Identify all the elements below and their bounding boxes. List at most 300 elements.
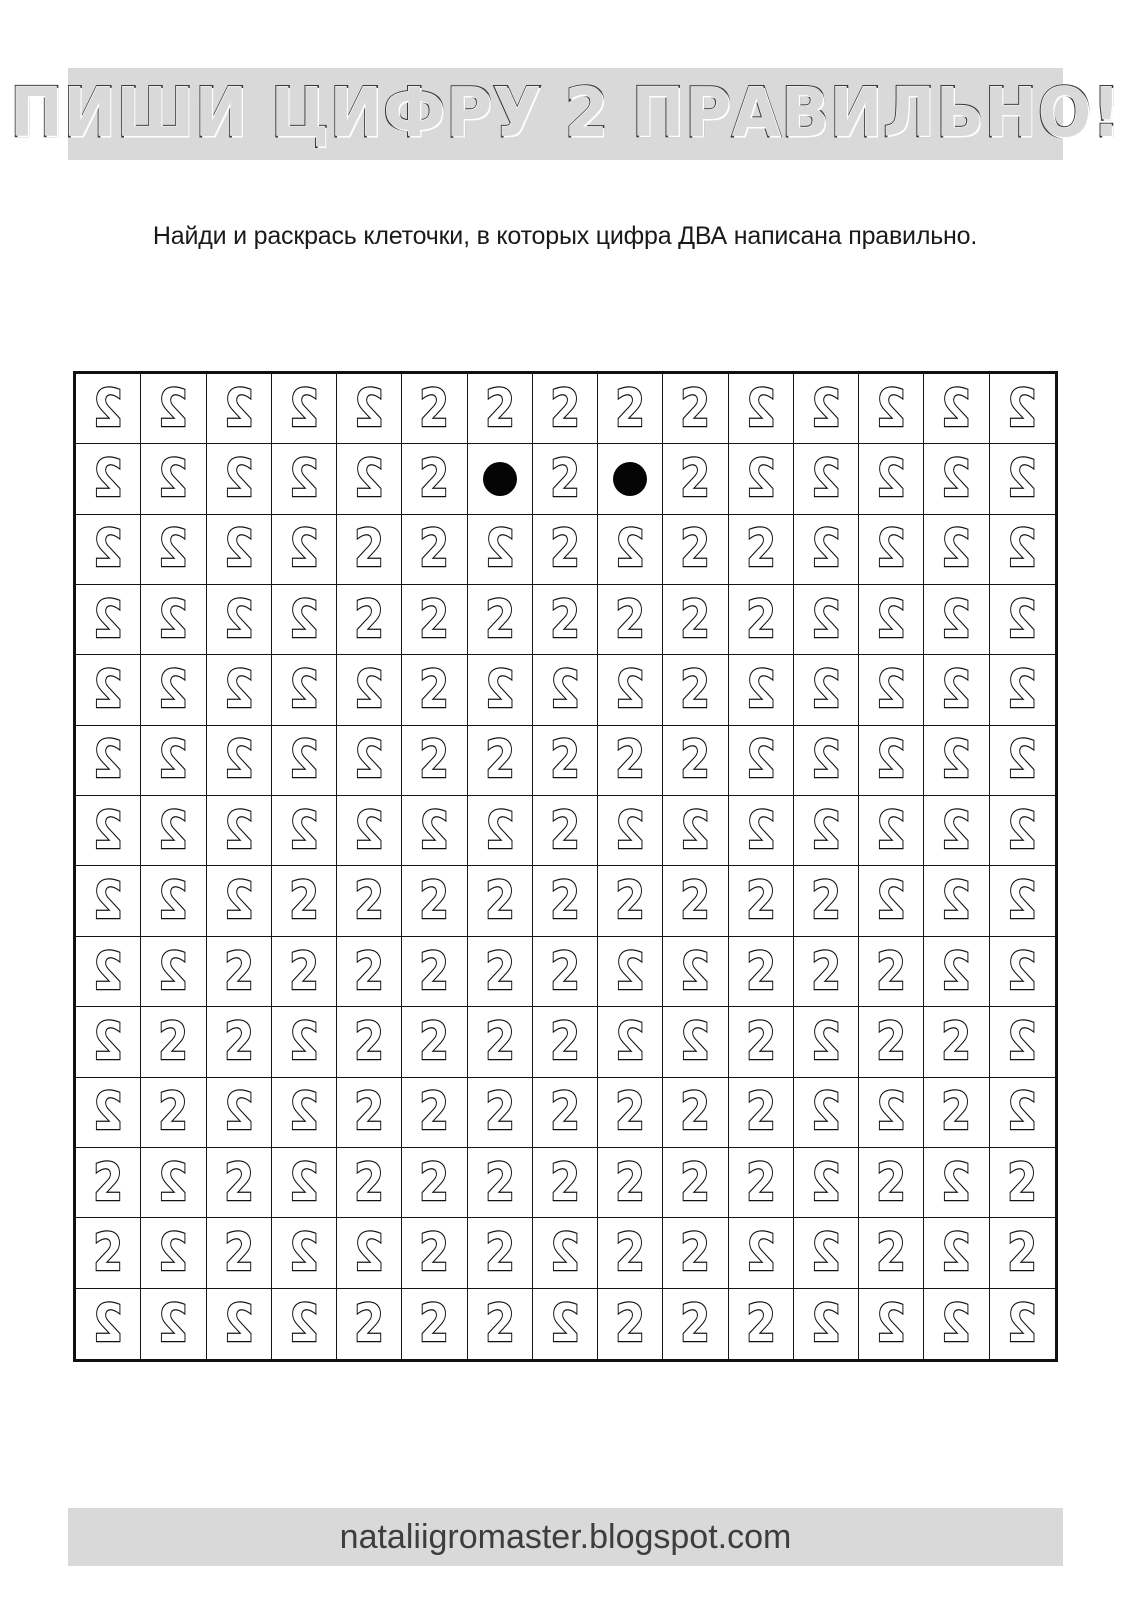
grid-cell-correct-two[interactable] bbox=[402, 444, 467, 514]
grid-cell-mirrored-two[interactable] bbox=[794, 374, 859, 444]
grid-cell-mirrored-two[interactable] bbox=[272, 444, 337, 514]
correct-two-icon: 2 bbox=[615, 1222, 646, 1283]
grid-cell-correct-two[interactable] bbox=[729, 937, 794, 1007]
worksheet-grid[interactable] bbox=[76, 374, 1055, 1359]
mirrored-two-icon: 2 bbox=[223, 1293, 254, 1354]
grid-cell-correct-two[interactable] bbox=[402, 585, 467, 655]
grid-cell-mirrored-two[interactable] bbox=[729, 726, 794, 796]
mirrored-two-icon: 2 bbox=[484, 800, 515, 861]
grid-cell-mirrored-two[interactable] bbox=[207, 726, 272, 796]
grid-cell-mirrored-two[interactable] bbox=[76, 585, 141, 655]
correct-two-icon: 2 bbox=[1007, 1222, 1038, 1283]
grid-cell-mirrored-two[interactable] bbox=[337, 374, 402, 444]
grid-cell-mirrored-two[interactable] bbox=[794, 796, 859, 866]
mirrored-two-icon: 2 bbox=[289, 800, 319, 861]
grid-cell-mirrored-two[interactable] bbox=[990, 515, 1055, 585]
grid-cell-correct-two[interactable] bbox=[76, 1218, 141, 1288]
grid-cell-mirrored-two[interactable] bbox=[272, 374, 337, 444]
correct-two-icon: 2 bbox=[550, 589, 580, 650]
grid-cell-correct-two[interactable] bbox=[794, 937, 859, 1007]
grid-cell-correct-two[interactable] bbox=[859, 937, 924, 1007]
grid-cell-mirrored-two[interactable] bbox=[924, 726, 989, 796]
grid-cell-correct-two[interactable] bbox=[76, 1148, 141, 1218]
correct-two-icon: 2 bbox=[745, 1293, 776, 1354]
grid-cell-correct-two[interactable] bbox=[402, 1148, 467, 1218]
worksheet-grid-container bbox=[73, 371, 1058, 1362]
grid-cell-mirrored-two[interactable] bbox=[272, 726, 337, 796]
grid-cell-correct-two[interactable] bbox=[598, 1148, 663, 1218]
grid-cell-mirrored-two[interactable] bbox=[990, 374, 1055, 444]
correct-two-icon: 2 bbox=[876, 1152, 907, 1213]
grid-cell-correct-two[interactable] bbox=[663, 1289, 728, 1359]
mirrored-two-icon: 2 bbox=[745, 449, 776, 510]
grid-cell-mirrored-two[interactable] bbox=[76, 726, 141, 796]
grid-cell-correct-two[interactable] bbox=[337, 515, 402, 585]
grid-cell-mirrored-two[interactable] bbox=[663, 1007, 728, 1077]
grid-cell-mirrored-two[interactable] bbox=[924, 937, 989, 1007]
grid-cell-mirrored-two[interactable] bbox=[859, 444, 924, 514]
correct-two-icon: 2 bbox=[745, 1152, 776, 1213]
grid-cell-mirrored-two[interactable] bbox=[990, 866, 1055, 936]
grid-cell-mirrored-two[interactable] bbox=[990, 655, 1055, 725]
grid-cell-correct-two[interactable] bbox=[598, 866, 663, 936]
grid-cell-correct-two[interactable] bbox=[533, 866, 598, 936]
mirrored-two-icon: 2 bbox=[158, 449, 189, 510]
grid-cell-correct-two[interactable] bbox=[598, 1078, 663, 1148]
mirrored-two-icon: 2 bbox=[289, 519, 319, 580]
grid-cell-correct-two[interactable] bbox=[663, 726, 728, 796]
correct-two-icon: 2 bbox=[680, 1082, 711, 1143]
grid-cell-mirrored-two[interactable] bbox=[859, 585, 924, 655]
grid-cell-correct-two[interactable] bbox=[402, 937, 467, 1007]
grid-cell-mirrored-two[interactable] bbox=[533, 1289, 598, 1359]
mirrored-two-icon: 2 bbox=[941, 941, 972, 1002]
grid-cell-mirrored-two[interactable] bbox=[729, 1218, 794, 1288]
grid-cell-mirrored-two[interactable] bbox=[924, 655, 989, 725]
grid-cell-correct-two[interactable] bbox=[859, 1007, 924, 1077]
mirrored-two-icon: 2 bbox=[876, 730, 907, 791]
grid-cell-correct-two[interactable] bbox=[729, 1289, 794, 1359]
grid-cell-correct-two[interactable] bbox=[663, 374, 728, 444]
grid-cell-correct-two[interactable] bbox=[468, 1218, 533, 1288]
grid-cell-correct-two[interactable] bbox=[337, 1148, 402, 1218]
mirrored-two-icon: 2 bbox=[158, 660, 189, 721]
grid-cell-mirrored-two[interactable] bbox=[207, 515, 272, 585]
grid-cell-correct-two[interactable] bbox=[207, 1218, 272, 1288]
grid-cell-correct-two[interactable] bbox=[468, 937, 533, 1007]
grid-cell-mirrored-two[interactable] bbox=[337, 796, 402, 866]
grid-cell-correct-two[interactable] bbox=[533, 585, 598, 655]
grid-cell-correct-two[interactable] bbox=[337, 1289, 402, 1359]
grid-cell-correct-two[interactable] bbox=[663, 444, 728, 514]
grid-cell-mirrored-two[interactable] bbox=[533, 655, 598, 725]
grid-cell-correct-two[interactable] bbox=[729, 1007, 794, 1077]
mirrored-two-icon: 2 bbox=[811, 1222, 841, 1283]
mirrored-two-icon: 2 bbox=[876, 449, 907, 510]
grid-cell-correct-two[interactable] bbox=[729, 866, 794, 936]
grid-cell-mirrored-two[interactable] bbox=[272, 1289, 337, 1359]
grid-cell-mirrored-two[interactable] bbox=[924, 1148, 989, 1218]
mirrored-two-icon: 2 bbox=[941, 871, 972, 932]
mirrored-two-icon: 2 bbox=[941, 378, 972, 439]
mirrored-two-icon: 2 bbox=[93, 800, 123, 861]
mirrored-two-icon: 2 bbox=[876, 589, 907, 650]
grid-cell-correct-two[interactable] bbox=[924, 1078, 989, 1148]
grid-cell-correct-two[interactable] bbox=[337, 1007, 402, 1077]
grid-cell-correct-two[interactable] bbox=[663, 585, 728, 655]
grid-cell-correct-two[interactable] bbox=[533, 726, 598, 796]
mirrored-two-icon: 2 bbox=[223, 589, 254, 650]
mirrored-two-icon: 2 bbox=[811, 449, 841, 510]
grid-cell-mirrored-two[interactable] bbox=[468, 796, 533, 866]
grid-cell-correct-two[interactable] bbox=[533, 1078, 598, 1148]
grid-cell-correct-two[interactable] bbox=[402, 1078, 467, 1148]
correct-two-icon: 2 bbox=[680, 378, 711, 439]
correct-two-icon: 2 bbox=[745, 941, 776, 1002]
mirrored-two-icon: 2 bbox=[1007, 1293, 1038, 1354]
correct-two-icon: 2 bbox=[615, 1082, 646, 1143]
grid-cell-correct-two[interactable] bbox=[663, 866, 728, 936]
mirrored-two-icon: 2 bbox=[158, 1152, 189, 1213]
grid-cell-correct-two[interactable] bbox=[207, 937, 272, 1007]
correct-two-icon: 2 bbox=[745, 1011, 776, 1072]
correct-two-icon: 2 bbox=[354, 1293, 385, 1354]
grid-cell-mirrored-two[interactable] bbox=[207, 1289, 272, 1359]
correct-two-icon: 2 bbox=[615, 730, 646, 791]
grid-cell-mirrored-two[interactable] bbox=[598, 1007, 663, 1077]
mirrored-two-icon: 2 bbox=[158, 378, 189, 439]
grid-cell-correct-two[interactable] bbox=[990, 1148, 1055, 1218]
mirrored-two-icon: 2 bbox=[876, 1293, 907, 1354]
grid-cell-mirrored-two[interactable] bbox=[794, 1078, 859, 1148]
grid-cell-correct-two[interactable] bbox=[729, 585, 794, 655]
grid-cell-mirrored-two[interactable] bbox=[207, 444, 272, 514]
correct-two-icon: 2 bbox=[354, 519, 385, 580]
correct-two-icon: 2 bbox=[876, 1011, 907, 1072]
correct-two-icon: 2 bbox=[419, 1293, 450, 1354]
grid-cell-correct-two[interactable] bbox=[468, 585, 533, 655]
grid-cell-mirrored-two[interactable] bbox=[272, 515, 337, 585]
grid-cell-correct-two[interactable] bbox=[663, 655, 728, 725]
grid-cell-mirrored-two[interactable] bbox=[794, 1289, 859, 1359]
grid-cell-correct-two[interactable] bbox=[859, 1148, 924, 1218]
grid-cell-mirrored-two[interactable] bbox=[663, 937, 728, 1007]
grid-cell-mirrored-two[interactable] bbox=[924, 796, 989, 866]
correct-two-icon: 2 bbox=[484, 589, 515, 650]
grid-cell-mirrored-two[interactable] bbox=[207, 374, 272, 444]
grid-cell-correct-two[interactable] bbox=[468, 1148, 533, 1218]
grid-cell-mirrored-two[interactable] bbox=[76, 444, 141, 514]
correct-two-icon: 2 bbox=[484, 730, 515, 791]
grid-cell-correct-two[interactable] bbox=[729, 1148, 794, 1218]
grid-cell-mirrored-two[interactable] bbox=[924, 585, 989, 655]
grid-cell-mirrored-two[interactable] bbox=[337, 444, 402, 514]
mirrored-two-icon: 2 bbox=[289, 1293, 319, 1354]
grid-cell-mirrored-two[interactable] bbox=[141, 655, 206, 725]
grid-cell-correct-two[interactable] bbox=[207, 1007, 272, 1077]
grid-cell-mirrored-two[interactable] bbox=[598, 796, 663, 866]
mirrored-two-icon: 2 bbox=[223, 871, 254, 932]
grid-cell-correct-two[interactable] bbox=[402, 866, 467, 936]
grid-cell-correct-two[interactable] bbox=[663, 515, 728, 585]
grid-cell-correct-two[interactable] bbox=[468, 866, 533, 936]
grid-cell-mirrored-two[interactable] bbox=[141, 1148, 206, 1218]
mirrored-two-icon: 2 bbox=[876, 871, 907, 932]
grid-cell-mirrored-two[interactable] bbox=[207, 655, 272, 725]
grid-cell-mirrored-two[interactable] bbox=[859, 726, 924, 796]
mirrored-two-icon: 2 bbox=[680, 941, 711, 1002]
mirrored-two-icon: 2 bbox=[158, 1293, 189, 1354]
correct-two-icon: 2 bbox=[550, 519, 580, 580]
grid-cell-correct-two[interactable] bbox=[272, 866, 337, 936]
grid-cell-correct-two[interactable] bbox=[468, 1289, 533, 1359]
grid-cell-correct-two[interactable] bbox=[533, 515, 598, 585]
grid-cell-mirrored-two[interactable] bbox=[859, 1078, 924, 1148]
mirrored-two-icon: 2 bbox=[158, 1222, 189, 1283]
grid-cell-mirrored-two[interactable] bbox=[729, 374, 794, 444]
grid-cell-mirrored-two[interactable] bbox=[207, 1078, 272, 1148]
grid-cell-correct-two[interactable] bbox=[337, 937, 402, 1007]
mirrored-two-icon: 2 bbox=[289, 660, 319, 721]
grid-cell-mirrored-two[interactable] bbox=[924, 515, 989, 585]
mirrored-two-icon: 2 bbox=[745, 730, 776, 791]
correct-two-icon: 2 bbox=[680, 449, 711, 510]
grid-cell-mirrored-two[interactable] bbox=[990, 1289, 1055, 1359]
grid-cell-mirrored-two[interactable] bbox=[533, 1218, 598, 1288]
grid-cell-correct-two[interactable] bbox=[990, 1218, 1055, 1288]
grid-cell-correct-two[interactable] bbox=[402, 374, 467, 444]
grid-cell-mirrored-two[interactable] bbox=[794, 444, 859, 514]
grid-cell-correct-two[interactable] bbox=[533, 937, 598, 1007]
correct-two-icon: 2 bbox=[419, 1011, 450, 1072]
grid-cell-mirrored-two[interactable] bbox=[859, 374, 924, 444]
grid-cell-correct-two[interactable] bbox=[598, 374, 663, 444]
grid-cell-mirrored-two[interactable] bbox=[76, 515, 141, 585]
correct-two-icon: 2 bbox=[354, 1152, 385, 1213]
mirrored-two-icon: 2 bbox=[615, 941, 646, 1002]
grid-cell-mirrored-two[interactable] bbox=[141, 374, 206, 444]
grid-cell-correct-two[interactable] bbox=[729, 1078, 794, 1148]
grid-cell-mirrored-two[interactable] bbox=[272, 1078, 337, 1148]
correct-two-icon: 2 bbox=[419, 449, 450, 510]
grid-cell-mirrored-two[interactable] bbox=[729, 444, 794, 514]
grid-cell-correct-two[interactable] bbox=[468, 726, 533, 796]
mirrored-two-icon: 2 bbox=[93, 519, 123, 580]
grid-cell-mirrored-two[interactable] bbox=[794, 726, 859, 796]
grid-cell-mirrored-two[interactable] bbox=[729, 796, 794, 866]
grid-cell-mirrored-two[interactable] bbox=[990, 585, 1055, 655]
grid-cell-mirrored-two[interactable] bbox=[859, 796, 924, 866]
grid-cell-mirrored-two[interactable] bbox=[990, 937, 1055, 1007]
grid-cell-mirrored-two[interactable] bbox=[924, 374, 989, 444]
mirrored-two-icon: 2 bbox=[93, 378, 123, 439]
grid-cell-mirrored-two[interactable] bbox=[859, 866, 924, 936]
mirrored-two-icon: 2 bbox=[158, 519, 189, 580]
grid-cell-mirrored-two[interactable] bbox=[859, 515, 924, 585]
grid-cell-mirrored-two[interactable] bbox=[990, 1007, 1055, 1077]
grid-cell-correct-two[interactable] bbox=[337, 1078, 402, 1148]
grid-cell-mirrored-two[interactable] bbox=[729, 655, 794, 725]
grid-cell-mirrored-two[interactable] bbox=[598, 515, 663, 585]
mirrored-two-icon: 2 bbox=[223, 660, 254, 721]
grid-cell-mirrored-two[interactable] bbox=[598, 937, 663, 1007]
grid-cell-mirrored-two[interactable] bbox=[924, 1218, 989, 1288]
grid-cell-mirrored-two[interactable] bbox=[468, 515, 533, 585]
grid-cell-mirrored-two[interactable] bbox=[207, 796, 272, 866]
grid-cell-mirrored-two[interactable] bbox=[794, 1218, 859, 1288]
mirrored-two-icon: 2 bbox=[811, 1082, 841, 1143]
grid-cell-mirrored-two[interactable] bbox=[272, 1148, 337, 1218]
grid-cell-correct-two[interactable] bbox=[468, 1007, 533, 1077]
grid-cell-dot[interactable] bbox=[468, 444, 533, 514]
grid-cell-correct-two[interactable] bbox=[402, 1289, 467, 1359]
grid-cell-mirrored-two[interactable] bbox=[794, 1148, 859, 1218]
grid-cell-mirrored-two[interactable] bbox=[272, 655, 337, 725]
grid-cell-correct-two[interactable] bbox=[402, 515, 467, 585]
grid-cell-correct-two[interactable] bbox=[533, 374, 598, 444]
grid-cell-mirrored-two[interactable] bbox=[337, 655, 402, 725]
footer-banner bbox=[68, 1508, 1063, 1566]
correct-two-icon: 2 bbox=[680, 589, 711, 650]
grid-cell-correct-two[interactable] bbox=[533, 1007, 598, 1077]
grid-cell-mirrored-two[interactable] bbox=[598, 655, 663, 725]
grid-cell-mirrored-two[interactable] bbox=[468, 655, 533, 725]
grid-cell-correct-two[interactable] bbox=[729, 515, 794, 585]
grid-cell-correct-two[interactable] bbox=[468, 374, 533, 444]
grid-cell-mirrored-two[interactable] bbox=[337, 726, 402, 796]
correct-two-icon: 2 bbox=[550, 1152, 580, 1213]
grid-cell-mirrored-two[interactable] bbox=[141, 1289, 206, 1359]
grid-cell-mirrored-two[interactable] bbox=[76, 374, 141, 444]
correct-two-icon: 2 bbox=[550, 1082, 580, 1143]
grid-cell-mirrored-two[interactable] bbox=[141, 937, 206, 1007]
grid-cell-correct-two[interactable] bbox=[598, 726, 663, 796]
mirrored-two-icon: 2 bbox=[93, 730, 123, 791]
grid-cell-mirrored-two[interactable] bbox=[794, 515, 859, 585]
mirrored-two-icon: 2 bbox=[941, 1293, 972, 1354]
mirrored-two-icon: 2 bbox=[745, 378, 776, 439]
grid-cell-mirrored-two[interactable] bbox=[272, 585, 337, 655]
correct-two-icon: 2 bbox=[680, 730, 711, 791]
mirrored-two-icon: 2 bbox=[745, 660, 776, 721]
correct-two-icon: 2 bbox=[550, 1011, 580, 1072]
grid-cell-mirrored-two[interactable] bbox=[272, 796, 337, 866]
grid-cell-mirrored-two[interactable] bbox=[76, 1078, 141, 1148]
grid-cell-correct-two[interactable] bbox=[533, 796, 598, 866]
grid-cell-correct-two[interactable] bbox=[337, 585, 402, 655]
grid-cell-correct-two[interactable] bbox=[141, 1007, 206, 1077]
grid-cell-correct-two[interactable] bbox=[272, 937, 337, 1007]
grid-cell-mirrored-two[interactable] bbox=[76, 655, 141, 725]
grid-cell-mirrored-two[interactable] bbox=[859, 1289, 924, 1359]
correct-two-icon: 2 bbox=[223, 941, 254, 1002]
correct-two-icon: 2 bbox=[811, 941, 841, 1002]
grid-cell-mirrored-two[interactable] bbox=[141, 726, 206, 796]
grid-cell-mirrored-two[interactable] bbox=[207, 585, 272, 655]
grid-cell-mirrored-two[interactable] bbox=[141, 866, 206, 936]
grid-cell-mirrored-two[interactable] bbox=[990, 1078, 1055, 1148]
grid-cell-mirrored-two[interactable] bbox=[990, 444, 1055, 514]
grid-cell-mirrored-two[interactable] bbox=[924, 444, 989, 514]
grid-cell-mirrored-two[interactable] bbox=[141, 585, 206, 655]
grid-cell-mirrored-two[interactable] bbox=[141, 796, 206, 866]
mirrored-two-icon: 2 bbox=[93, 871, 123, 932]
grid-cell-mirrored-two[interactable] bbox=[337, 1218, 402, 1288]
mirrored-two-icon: 2 bbox=[811, 730, 841, 791]
correct-two-icon: 2 bbox=[876, 941, 907, 1002]
grid-cell-mirrored-two[interactable] bbox=[859, 655, 924, 725]
grid-cell-correct-two[interactable] bbox=[533, 444, 598, 514]
grid-cell-mirrored-two[interactable] bbox=[76, 866, 141, 936]
grid-cell-mirrored-two[interactable] bbox=[663, 796, 728, 866]
grid-cell-mirrored-two[interactable] bbox=[76, 1007, 141, 1077]
grid-cell-mirrored-two[interactable] bbox=[76, 937, 141, 1007]
grid-cell-mirrored-two[interactable] bbox=[141, 515, 206, 585]
grid-cell-correct-two[interactable] bbox=[402, 1007, 467, 1077]
grid-cell-correct-two[interactable] bbox=[598, 585, 663, 655]
mirrored-two-icon: 2 bbox=[223, 378, 254, 439]
grid-cell-correct-two[interactable] bbox=[663, 1218, 728, 1288]
grid-cell-mirrored-two[interactable] bbox=[794, 585, 859, 655]
grid-cell-mirrored-two[interactable] bbox=[924, 1289, 989, 1359]
correct-two-icon: 2 bbox=[484, 941, 515, 1002]
grid-cell-correct-two[interactable] bbox=[663, 1148, 728, 1218]
grid-cell-correct-two[interactable] bbox=[598, 1289, 663, 1359]
filled-dot-icon bbox=[483, 462, 517, 496]
grid-cell-correct-two[interactable] bbox=[663, 1078, 728, 1148]
correct-two-icon: 2 bbox=[223, 1011, 254, 1072]
grid-cell-mirrored-two[interactable] bbox=[990, 726, 1055, 796]
grid-cell-mirrored-two[interactable] bbox=[272, 1007, 337, 1077]
grid-cell-correct-two[interactable] bbox=[402, 655, 467, 725]
grid-cell-correct-two[interactable] bbox=[207, 1148, 272, 1218]
correct-two-icon: 2 bbox=[550, 378, 580, 439]
grid-cell-correct-two[interactable] bbox=[402, 1218, 467, 1288]
mirrored-two-icon: 2 bbox=[615, 660, 646, 721]
grid-cell-mirrored-two[interactable] bbox=[794, 655, 859, 725]
grid-cell-correct-two[interactable] bbox=[533, 1148, 598, 1218]
grid-cell-correct-two[interactable] bbox=[794, 866, 859, 936]
correct-two-icon: 2 bbox=[680, 519, 711, 580]
grid-cell-mirrored-two[interactable] bbox=[402, 796, 467, 866]
grid-cell-mirrored-two[interactable] bbox=[207, 866, 272, 936]
correct-two-icon: 2 bbox=[419, 660, 450, 721]
grid-cell-correct-two[interactable] bbox=[337, 866, 402, 936]
grid-cell-correct-two[interactable] bbox=[402, 726, 467, 796]
grid-cell-correct-two[interactable] bbox=[859, 1218, 924, 1288]
correct-two-icon: 2 bbox=[680, 660, 711, 721]
mirrored-two-icon: 2 bbox=[354, 660, 385, 721]
grid-cell-mirrored-two[interactable] bbox=[141, 444, 206, 514]
mirrored-two-icon: 2 bbox=[354, 730, 385, 791]
grid-cell-correct-two[interactable] bbox=[598, 1218, 663, 1288]
grid-cell-mirrored-two[interactable] bbox=[76, 1289, 141, 1359]
grid-cell-mirrored-two[interactable] bbox=[272, 1218, 337, 1288]
grid-cell-correct-two[interactable] bbox=[468, 1078, 533, 1148]
mirrored-two-icon: 2 bbox=[941, 519, 972, 580]
grid-cell-mirrored-two[interactable] bbox=[76, 796, 141, 866]
grid-cell-correct-two[interactable] bbox=[141, 1078, 206, 1148]
mirrored-two-icon: 2 bbox=[158, 730, 189, 791]
grid-cell-correct-two[interactable] bbox=[924, 1007, 989, 1077]
grid-cell-mirrored-two[interactable] bbox=[141, 1218, 206, 1288]
grid-cell-dot[interactable] bbox=[598, 444, 663, 514]
mirrored-two-icon: 2 bbox=[811, 519, 841, 580]
grid-cell-mirrored-two[interactable] bbox=[990, 796, 1055, 866]
mirrored-two-icon: 2 bbox=[941, 1222, 972, 1283]
grid-cell-mirrored-two[interactable] bbox=[924, 866, 989, 936]
grid-cell-mirrored-two[interactable] bbox=[794, 1007, 859, 1077]
